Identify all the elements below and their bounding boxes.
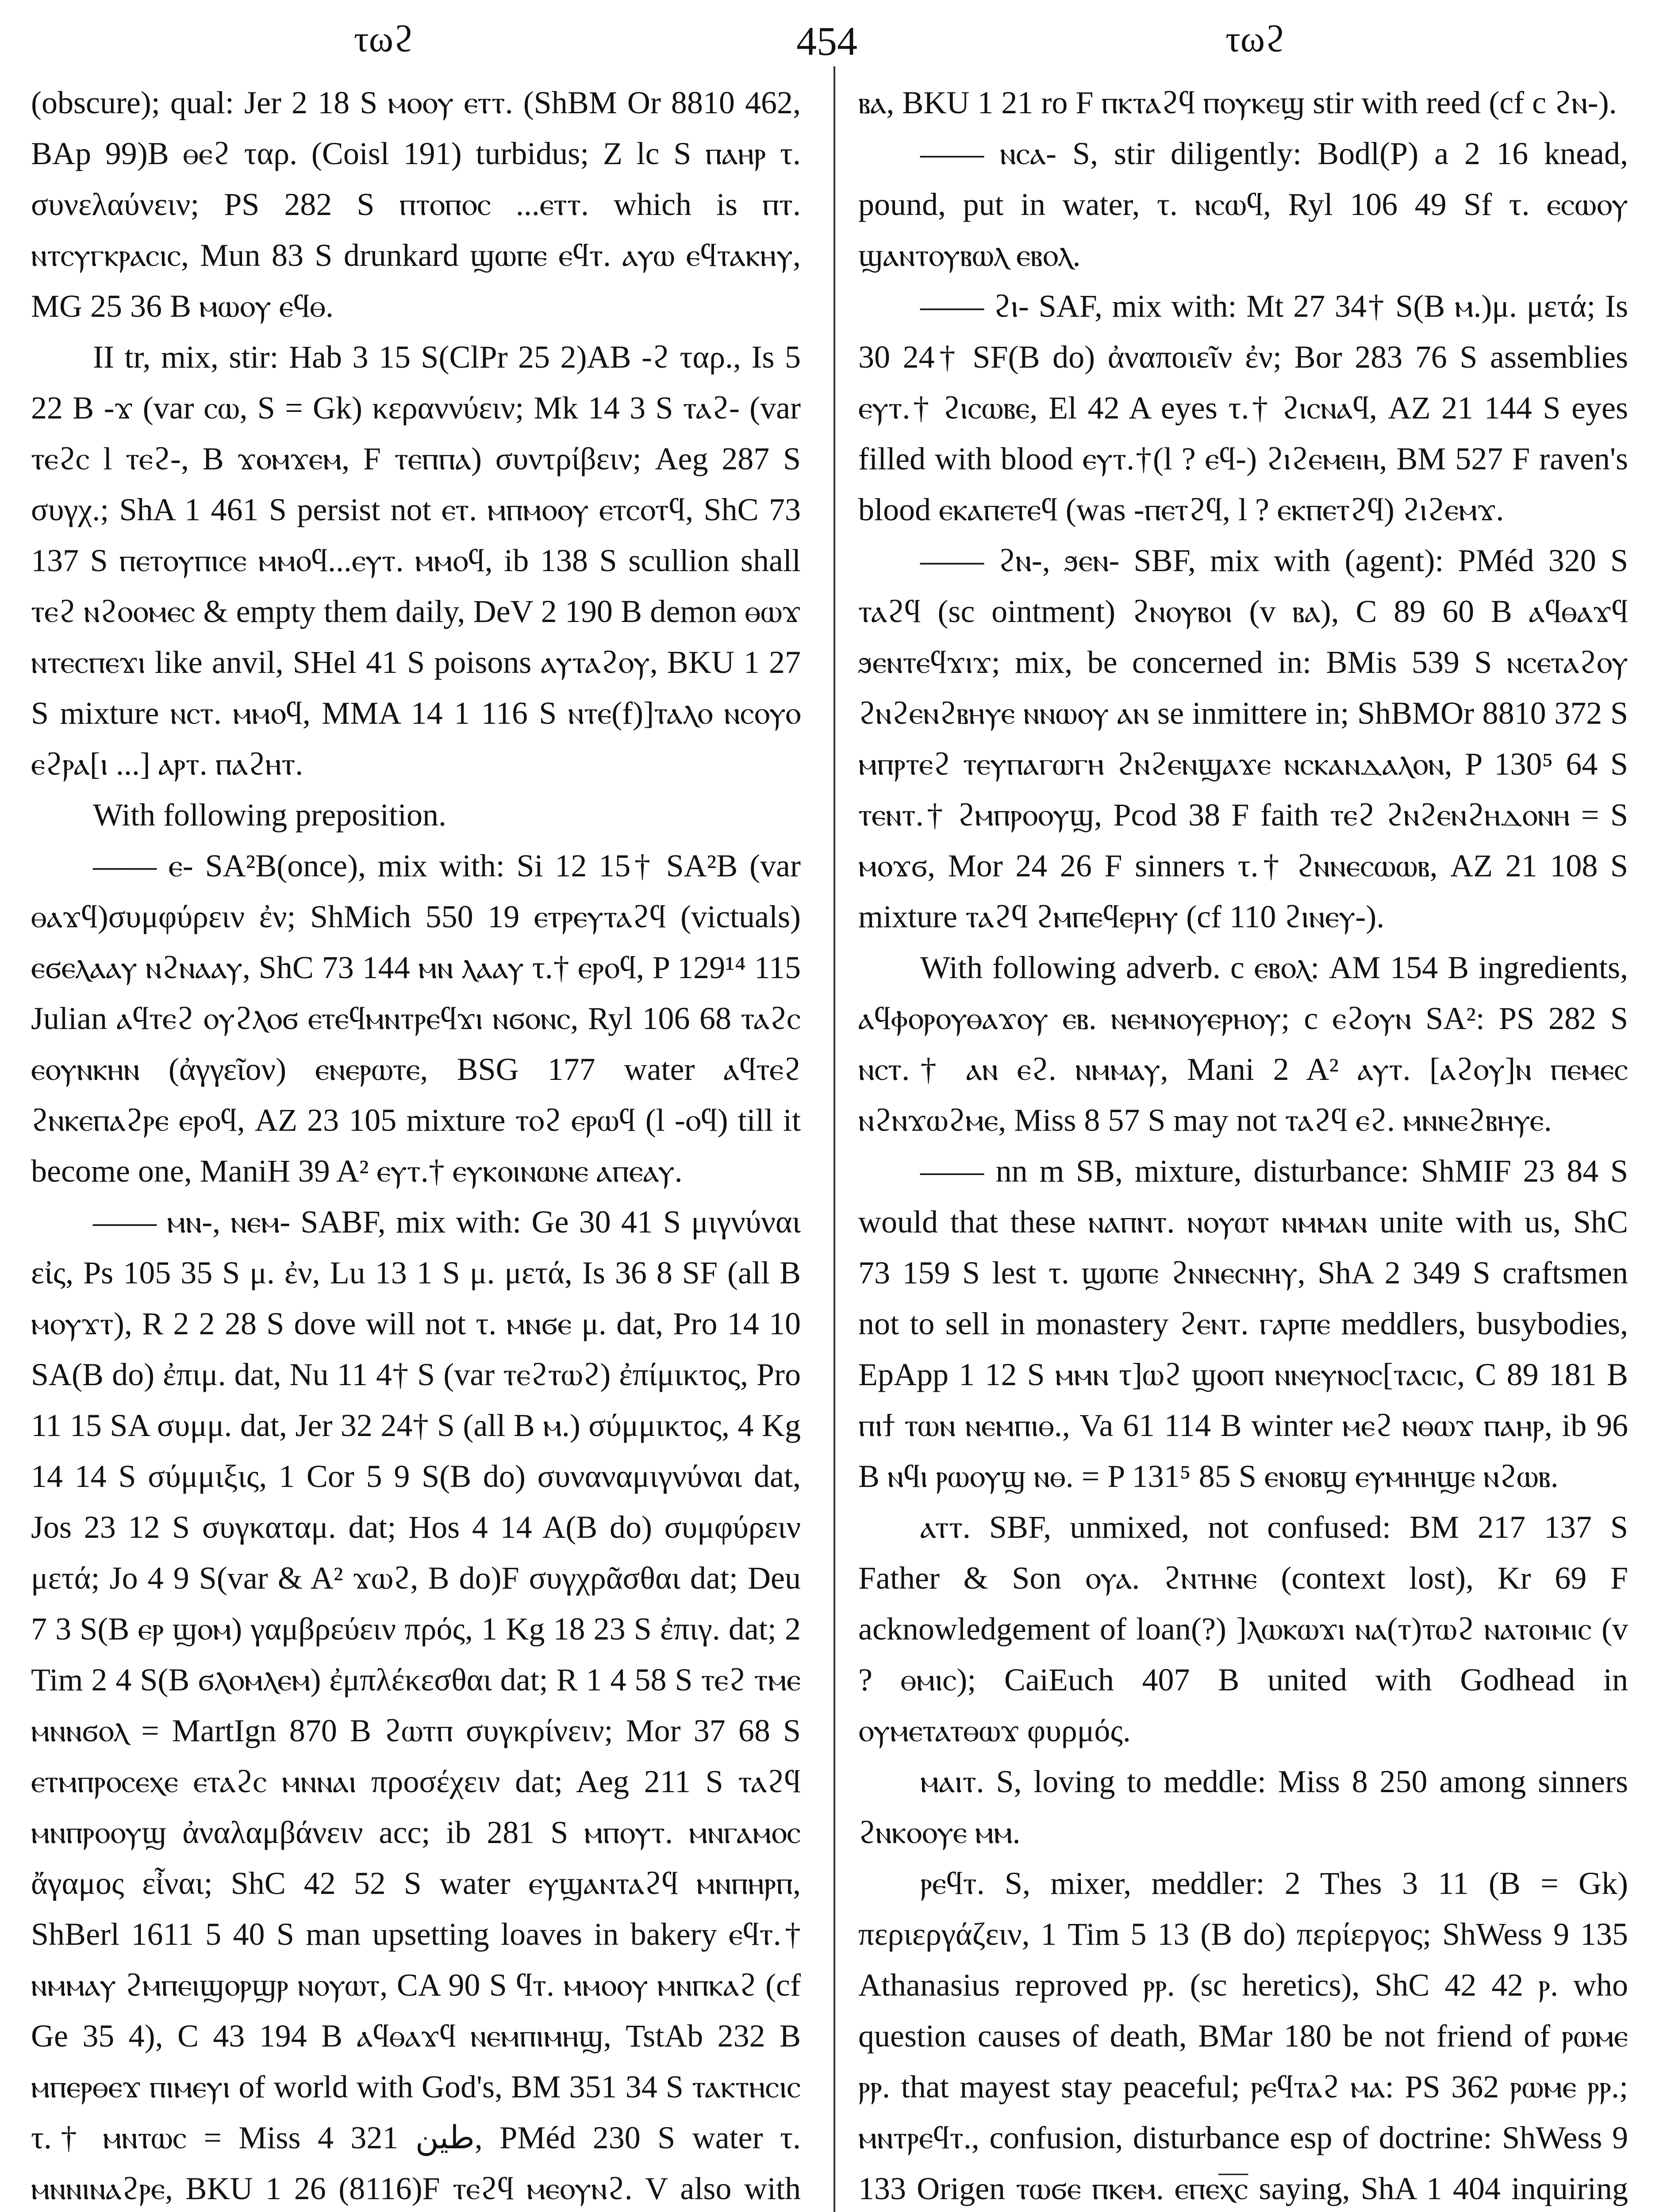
header-right-headword: τωϩ: [1225, 19, 1285, 60]
entry-paragraph: —— nn m SB, mixture, disturbance: ShMIF 23 84 S would that these ⲛⲁⲡⲛⲧ. ⲛⲟⲩⲱⲧ ⲛⲙⲙⲁⲛ unite with us, ShC 73 159 S lest τ. ϣⲱⲡⲉ ϩⲛⲛⲉⲥⲛⲏⲩ, ShA 2 349 S craftsmen not to sell in monastery ϩⲉⲛⲧ. ⲅⲁⲣⲡⲉ meddlers, busybodies, EpApp 1 12 S ⲙⲙⲛ τ]ⲱϩ ϣⲟⲟⲡ ⲛⲛⲉⲩⲛⲟⲥ[ⲧⲁⲥⲓⲥ, C 89 181 B ⲡⲓϯ ⲧⲱⲛ ⲛⲉⲙⲡⲓⲑ., Va 61 114 B winter ⲙⲉϩ ⲛⲑⲱϫ ⲡⲁⲏⲣ, ib 96 B ⲛϥⲓ ⲣⲱⲟⲩϣ ⲛⲑ. = P 131⁵ 85 S ⲉⲛⲟⲃϣ ⲉⲩⲙⲏⲏϣⲉ ⲛϩⲱⲃ.: [858, 1153, 1628, 1494]
left-column: [31, 77, 801, 2212]
entry-paragraph: (obscure); qual: Jer 2 18 S ⲙⲟⲟⲩ ⲉⲧⲧ. (ShBM Or 8810 462, BAp 99)B ⲑⲉϩ ταρ. (Coisl 191) turbidus; Z lc S ⲡⲁⲏⲣ τ. συνελαύνειν; PS 282 S ⲡⲧⲟⲡⲟⲥ ...ⲉⲧⲧ. which is ⲡⲧ. ⲛⲧⲥⲩⲅⲕⲣⲁⲥⲓⲥ, Mun 83 S drunkard ϣⲱⲡⲉ ⲉϥⲧ. ⲁⲩⲱ ⲉϥⲧⲁⲕⲏⲩ, MG 25 36 B ⲙⲱⲟⲩ ⲉϥⲑ.: [31, 85, 801, 324]
header-left-headword: τωϩ: [354, 19, 414, 60]
entry-paragraph: ⲁⲧⲧ. SBF, unmixed, not confused: BM 217 137 S Father & Son ⲟⲩⲁ. ϩⲛⲧⲏⲛⲉ (context lost), Kr 69 F acknowledgement of loan(?) ]ⲗⲱⲕⲱϫⲓ ⲛⲁ(ⲧ)ⲧⲱϩ ⲛⲁⲧⲟⲓⲙⲓⲥ (v ? ⲑⲙⲓⲥ); CaiEuch 407 B united with Godhead in ⲟⲩⲙⲉⲧⲁⲧⲑⲱϫ φυρμός.: [858, 1509, 1628, 1748]
page-number: 454: [796, 19, 857, 64]
page-header: [0, 18, 1667, 71]
entry-paragraph: —— ⲉ- SA²B(once), mix with: Si 12 15† SA²B (var ⲑⲁϫϥ)συμφύρειν ἐν; ShMich 550 19 ⲉⲧⲣⲉⲩⲧⲁϩϥ (victuals) ⲉϭⲉⲗⲁⲁⲩ ⲛϩⲛⲁⲁⲩ, ShC 73 144 ⲙⲛ ⲗⲁⲁⲩ τ.† ⲉⲣⲟϥ, P 129¹⁴ 115 Julian ⲁϥⲧⲉϩ ⲟⲩϩⲗⲟϭ ⲉⲧⲉϥⲙⲛⲧⲣⲉϥϫⲓ ⲛϭⲟⲛⲥ, Ryl 106 68 ⲧⲁϩⲥ ⲉⲟⲩⲛⲕⲏⲛ (ἀγγεῖον) ⲉⲛⲉⲣⲱⲧⲉ, BSG 177 water ⲁϥⲧⲉϩ ϩⲛⲕⲉⲡⲁϩⲣⲉ ⲉⲣⲟϥ, AZ 23 105 mixture ⲧⲟϩ ⲉⲣⲱϥ (l -ⲟϥ) till it become one, ManiH 39 A² ⲉⲩⲧ.† ⲉⲩⲕⲟⲓⲛⲱⲛⲉ ⲁⲡⲉⲁⲩ.: [31, 848, 801, 1189]
entry-paragraph: —— ⲙⲛ-, ⲛⲉⲙ- SABF, mix with: Ge 30 41 S μιγνύναι εἰς, Ps 105 35 S μ. ἐν, Lu 13 1 S μ. μετά, Is 36 8 SF (all B ⲙⲟⲩϫⲧ), R 2 2 28 S dove will not τ. ⲙⲛϭⲉ μ. dat, Pro 14 10 SA(B do) ἐπιμ. dat, Nu 11 4† S (var ⲧⲉϩⲧⲱϩ) ἐπίμικτος, Pro 11 15 SA συμμ. dat, Jer 32 24† S (all B ⲙ.) σύμμικτος, 4 Kg 14 14 S σύμμιξις, 1 Cor 5 9 S(B do) συναναμιγνύναι dat, Jos 23 12 S συγκαταμ. dat; Hos 4 14 A(B do) συμφύρειν μετά; Jo 4 9 S(var & A² ϫⲱϩ, B do)F συγχρᾶσθαι dat; Deu 7 3 S(B ⲉⲣ ϣⲟⲙ) γαμβρεύειν πρός, 1 Kg 18 23 S ἐπιγ. dat; 2 Tim 2 4 S(B ϭⲗⲟⲙⲗⲉⲙ) ἐμπλέκεσθαι dat; R 1 4 58 S ⲧⲉϩ ⲧⲙⲉ ⲙⲛⲛϭⲟⲗ = MartIgn 870 B ϩⲱⲧⲡ συγκρίνειν; Mor 37 68 S ⲉⲧⲙⲡⲣⲟⲥⲉⲭⲉ ⲉⲧⲁϩⲥ ⲙⲛⲛⲁⲓ προσέχειν dat; Aeg 211 S ⲧⲁϩϥ ⲙⲛⲡⲣⲟⲟⲩϣ ἀναλαμβάνειν acc; ib 281 S ⲙⲡⲟⲩⲧ. ⲙⲛⲅⲁⲙⲟⲥ ἄγαμος εἶναι; ShC 42 52 S water ⲉⲩϣⲁⲛⲧⲁϩϥ ⲙⲛⲡⲏⲣⲡ, ShBerl 1611 5 40 S man upsetting loaves in bakery ⲉϥⲧ.† ⲛⲙⲙⲁⲩ ϩⲙⲡⲉⲓϣⲟⲣϣⲣ ⲛⲟⲩⲱⲧ, CA 90 S ϥⲧ. ⲙⲙⲟⲟⲩ ⲙⲛⲡⲕⲁϩ (cf Ge 35 4), C 43 194 B ⲁϥⲑⲁϫϥ ⲛⲉⲙⲡⲓⲙⲏϣ, TstAb 232 B ⲙⲡⲉⲣⲑⲉϫ ⲡⲓⲙⲉⲩⲓ of world with God's, BM 351 34 S ⲧⲁⲕⲧⲏⲥⲓⲥ τ.† ⲙⲛⲧⲱⲥ = Miss 4 321 طين, PMéd 230 S water τ. ⲙⲛⲛⲓⲛⲁϩⲣⲉ, BKU 1 26 (8116)F ⲧⲉϩϥ ⲙⲉⲟⲩⲛϩ. V also with: [31, 1204, 801, 2206]
entry-paragraph: ⲣⲉϥⲧ. S, mixer, meddler: 2 Thes 3 11 (B = Gk) περιεργάζειν, 1 Tim 5 13 (B do) περίεργος; ShWess 9 135 Athanasius reproved ⲣⲣ. (sc heretics), ShC 42 42 ⲣ. who question causes of death, BMar 180 be not friend of ⲣⲱⲙⲉ ⲣⲣ. that mayest stay peaceful; ⲣⲉϥⲧⲁϩ ⲙⲁ: PS 362 ⲣⲱⲙⲉ ⲣⲣ.; ⲙⲛⲧⲣⲉϥⲧ., confusion, disturbance esp of doctrine: ShWess 9 133 Origen ⲧⲱϭⲉ ⲡⲕⲉⲙ. ⲉⲡⲉⲭ̅ⲥ̅ saying, ShA 1 404 inquiring: [858, 1866, 1628, 2206]
column-divider: [834, 66, 835, 2212]
entry-paragraph: —— ϩⲓ- SAF, mix with: Mt 27 34† S(B ⲙ.)μ. μετά; Is 30 24† SF(B do) ἀναποιεῖν ἐν; Bor 283 76 S assemblies ⲉⲩⲧ.† ϩⲓⲥⲱⲃⲉ, El 42 A eyes τ.† ϩⲓⲥⲛⲁϥ, AZ 21 144 S eyes filled with blood ⲉⲩⲧ.†(l ? ⲉϥ-) ϩⲓϩⲉⲙⲉⲓⲏ, BM 527 F raven's blood ⲉⲕⲁⲡⲉⲧⲉϥ (was -ⲡⲉⲧϩϥ, l ? ⲉⲕⲡⲉⲧϩϥ) ϩⲓϩⲉⲙϫ.: [858, 288, 1628, 527]
right-column: [858, 77, 1628, 2212]
entry-paragraph: With following preposition.: [93, 797, 447, 833]
entry-paragraph: II tr, mix, stir: Hab 3 15 S(ClPr 25 2)AB -ϩ ταρ., Is 5 22 B -ϫ (var ⲥⲱ, S = Gk) κεραννύειν; Mk 14 3 S ⲧⲁϩ- (var ⲧⲉϩⲥ l ⲧⲉϩ-, B ϫⲟⲙϫⲉⲙ, F ⲧⲉⲡⲡⲁ) συντρίβειν; Aeg 287 S συγχ.; ShA 1 461 S persist not ⲉⲧ. ⲙⲡⲙⲟⲟⲩ ⲉⲧⲥⲟⲧϥ, ShC 73 137 S ⲡⲉⲧⲟⲩⲡⲓⲥⲉ ⲙⲙⲟϥ...ⲉⲩⲧ. ⲙⲙⲟϥ, ib 138 S scullion shall ⲧⲉϩ ⲛϩⲟⲟⲙⲉⲥ & empty them daily, DeV 2 190 B demon ⲑⲱϫ ⲛⲧⲉⲥⲡⲉϫⲓ like anvil, SHel 41 S poisons ⲁⲩⲧⲁϩⲟⲩ, BKU 1 27 S mixture ⲛⲥⲧ. ⲙⲙⲟϥ, MMA 14 1 116 S ⲛⲧⲉ(f)]ⲧⲁⲗⲟ ⲛⲥⲟⲩⲟ ⲉϩⲣⲁ[ⲓ ...] ⲁⲣⲧ. ⲡⲁϩⲏⲧ.: [31, 339, 801, 782]
entry-paragraph: ⲃⲁ, BKU 1 21 ro F ⲡⲕⲧⲁϩϥ ⲡⲟⲩⲕⲉϣ stir with reed (cf c ϩⲛ-).: [858, 85, 1617, 120]
entry-paragraph: ⲙⲁⲓⲧ. S, loving to meddle: Miss 8 250 among sinners ϩⲛⲕⲟⲟⲩⲉ ⲙⲙ.: [858, 1764, 1628, 1850]
entry-paragraph: —— ⲛⲥⲁ- S, stir diligently: Bodl(P) a 2 16 knead, pound, put in water, τ. ⲛⲥⲱϥ, Ryl 106 49 Sf τ. ⲉⲥⲱⲟⲩ ϣⲁⲛⲧⲟⲩⲃⲱⲗ ⲉⲃⲟⲗ.: [858, 136, 1628, 273]
entry-paragraph: —— ϩⲛ-, ϧⲉⲛ- SBF, mix with (agent): PMéd 320 S ⲧⲁϩϥ (sc ointment) ϩⲛⲟⲩⲃⲟⲓ (v ⲃⲁ), C 89 60 B ⲁϥⲑⲁϫϥ ϧⲉⲛⲧⲉϥϫⲓϫ; mix, be concerned in: BMis 539 S ⲛⲥⲉⲧⲁϩⲟⲩ ϩⲛϩⲉⲛϩⲃⲏⲩⲉ ⲛⲛⲱⲟⲩ ⲁⲛ se inmittere in; ShBMOr 8810 372 S ⲙⲡⲣⲧⲉϩ ⲧⲉⲩⲡⲁⲅⲱⲅⲏ ϩⲛϩⲉⲛϣⲁϫⲉ ⲛⲥⲕⲁⲛⲇⲁⲗⲟⲛ, P 130⁵ 64 S ⲧⲉⲛⲧ.† ϩⲙⲡⲣⲟⲟⲩϣ, Pcod 38 F faith ⲧⲉϩ ϩⲛϩⲉⲛϩⲏⲇⲟⲛⲏ = S ⲙⲟϫϭ, Mor 24 26 F sinners τ.† ϩⲛⲛⲉⲥⲱⲱⲃ, AZ 21 108 S mixture ⲧⲁϩϥ ϩⲙⲡⲉϥⲉⲣⲏⲩ (cf 110 ϩⲓⲛⲉⲩ-).: [858, 543, 1628, 934]
entry-paragraph: With following adverb. c ⲉⲃⲟⲗ: AM 154 B ingredients, ⲁϥⲫⲟⲣⲟⲩⲑⲁϫⲟⲩ ⲉⲃ. ⲛⲉⲙⲛⲟⲩⲉⲣⲏⲟⲩ; c ⲉϩⲟⲩⲛ SA²: PS 282 S ⲛⲥⲧ.† ⲁⲛ ⲉϩ. ⲛⲙⲙⲁⲩ, Mani 2 A² ⲁⲩⲧ. [ⲁϩⲟⲩ]ⲛ ⲡⲉⲙⲉⲥ ⲛϩⲛϫⲱϩⲙⲉ, Miss 8 57 S may not ⲧⲁϩϥ ⲉϩ. ⲙⲛⲛⲉϩⲃⲏⲩⲉ.: [858, 950, 1628, 1138]
